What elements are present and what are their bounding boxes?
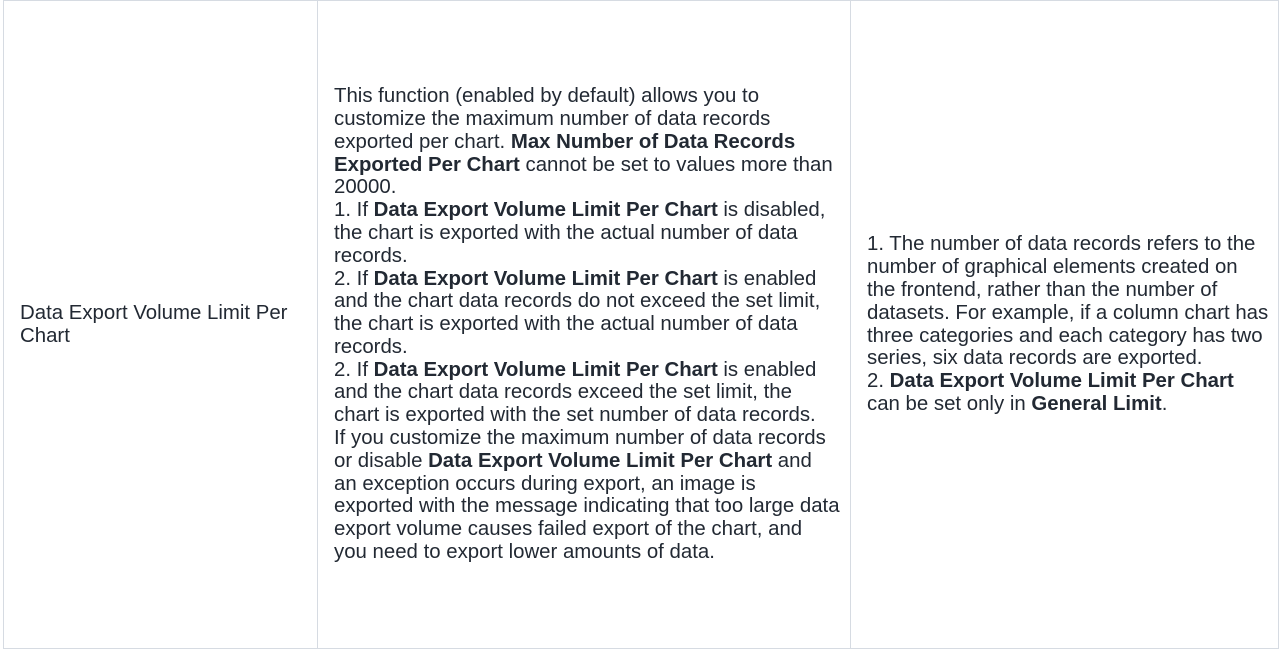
note-2: 2. Data Export Volume Limit Per Chart can be set only in General Limit. bbox=[867, 370, 1234, 415]
bold-term: Max Number of Data Records Exported Per Chart bbox=[334, 130, 796, 176]
description-item-1: 1. If Data Export Volume Limit Per Chart is disabled, the chart is exported with the actual number of data records. bbox=[334, 199, 826, 267]
note-1: 1. The number of data records refers to the number of graphical elements created on the frontend, rather than the number of datasets. For example, if a column chart has three categories and each category has two series, six data records are exported. bbox=[867, 233, 1269, 370]
bold-term: General Limit bbox=[1031, 392, 1162, 415]
bold-term: Data Export Volume Limit Per Chart bbox=[373, 358, 718, 381]
description-item-3: 2. If Data Export Volume Limit Per Chart is enabled and the chart data records exceed the set limit, the chart is exported with the set number of data records. bbox=[334, 358, 817, 427]
bold-term: Data Export Volume Limit Per Chart bbox=[889, 370, 1234, 393]
description-intro: This function (enabled by default) allows you to customize the maximum number of data records exported per chart. Max Number of Data Records Exported Per Chart cannot be set to values more than 20000. bbox=[334, 85, 833, 199]
notes-cell bbox=[851, 1, 1279, 649]
description-item-2: 2. If Data Export Volume Limit Per Chart is enabled and the chart data records do not exceed the set limit, the chart is exported with the actual number of data records. bbox=[334, 267, 821, 358]
settings-table bbox=[3, 0, 1279, 649]
table-row bbox=[4, 1, 1279, 649]
setting-name-cell bbox=[4, 1, 318, 649]
bold-term: Data Export Volume Limit Per Chart bbox=[373, 199, 718, 222]
description-cell bbox=[318, 1, 851, 649]
bold-term: Data Export Volume Limit Per Chart bbox=[428, 449, 773, 472]
bold-term: Data Export Volume Limit Per Chart bbox=[373, 267, 718, 290]
setting-name: Data Export Volume Limit Per Chart bbox=[20, 301, 288, 347]
description-closing: If you customize the maximum number of data records or disable Data Export Volume Limit Per Chart and an exception occurs during export, an image is exported with the message indicating that too large data export volume causes failed export of the chart, and you need to export lower amounts of data. bbox=[334, 427, 840, 564]
